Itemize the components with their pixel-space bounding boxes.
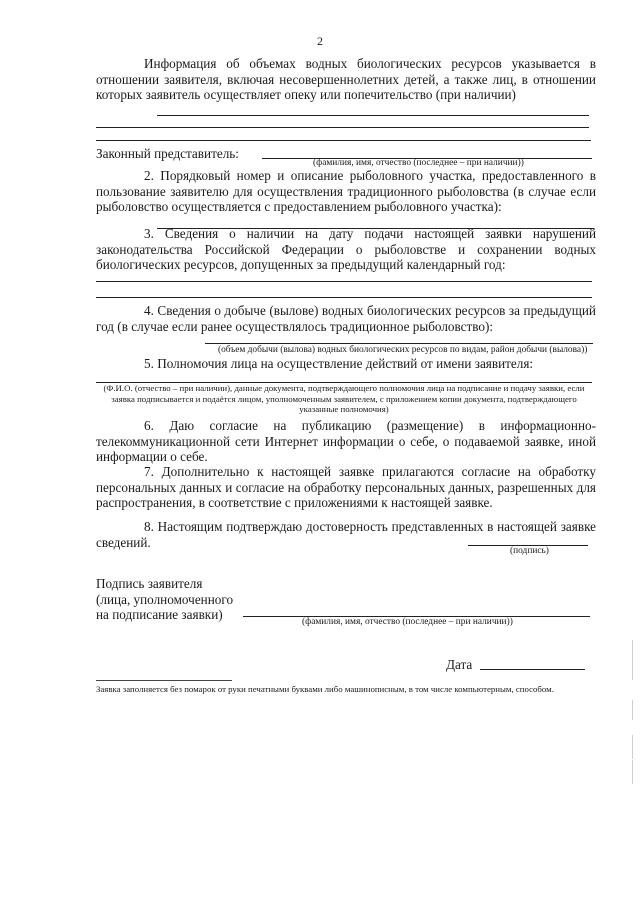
intro-fill-line-2[interactable] [96, 127, 589, 128]
footnote: Заявка заполняется без помарок от руки печатными буквами либо машинописным, в том числе компьютерным, способом. [96, 684, 554, 694]
scan-artifact [632, 640, 633, 680]
applicant-signature-label-line-3: на подписание заявки) [96, 607, 223, 622]
item-6-paragraph: 6. Даю согласие на публикацию (размещение) в информационно-телекоммуникационной сети Интернет информации о себе, о подаваемой заявке, иной информации о себе. [96, 418, 596, 464]
footnote-separator [96, 680, 232, 681]
item-5-paragraph: 5. Полномочия лица на осуществление действий от имени заявителя: [144, 356, 534, 371]
applicant-signature-label-line-1: Подпись заявителя [96, 576, 203, 591]
applicant-signature-caption: (фамилия, имя, отчество (последнее – при наличии)) [302, 617, 513, 627]
page-number: 2 [317, 34, 323, 48]
item-3-paragraph: 3. Сведения о наличии на дату подачи настоящей заявки нарушений законодательства Российской Федерации о рыболовстве и сохранении водных биологических ресурсов, допущенных за предыдущий календарный год: [96, 226, 596, 272]
intro-fill-line-1[interactable] [157, 115, 589, 116]
item-3-fill-line-2[interactable] [96, 297, 592, 298]
item-5-caption: (Ф.И.О. (отчество – при наличии), данные документа, подтверждающего полномочия лица на подписание и подачу заявки, если заявка подписывается и подаётся лицом, уполномоченным заявителем, с приложением копии документа, подтверждающего указанные полномочия) [103, 383, 585, 414]
applicant-signature-label-line-2: (лица, уполномоченного [96, 591, 234, 607]
scan-artifact [632, 700, 633, 720]
intro-fill-line-3[interactable] [96, 140, 591, 141]
item-2-paragraph: 2. Порядковый номер и описание рыболовного участка, предоставленного в пользование заявителю для осуществления традиционного рыболовства (в случае если рыболовство осуществляется с предоставлением рыболовного участка): [96, 168, 596, 214]
item-8-paragraph: 8. Настоящим подтверждаю достоверность представленных в настоящей заявке сведений. [96, 519, 596, 550]
scan-artifact [632, 760, 633, 784]
intro-paragraph: Информация об объемах водных биологических ресурсов указывается в отношении заявителя, включая несовершеннолетних детей, а также лиц, в отношении которых заявитель осуществляет опеку или попечительство (при наличии) [96, 56, 596, 102]
scan-artifact [632, 735, 633, 759]
item-4-paragraph: 4. Сведения о добыче (вылове) водных биологических ресурсов за предыдущий год (в случае если ранее осуществлялось традиционное рыболовство): [96, 303, 596, 334]
item-7-paragraph: 7. Дополнительно к настоящей заявке прилагаются согласие на обработку персональных данных и согласие на обработку персональных данных, разрешенных для распространения, в соответствие с приложениями к настоящей заявке. [96, 464, 596, 510]
item-4-fill-line[interactable] [205, 343, 593, 344]
legal-rep-label: Законный представитель: [96, 146, 239, 161]
date-fill-line[interactable] [480, 669, 585, 670]
item-3-fill-line-1[interactable] [96, 281, 592, 282]
legal-rep-caption: (фамилия, имя, отчество (последнее – при наличии)) [313, 158, 524, 168]
item-8-signature-caption: (подпись) [510, 546, 549, 556]
date-label: Дата [446, 657, 473, 672]
item-4-caption: (объем добычи (вылова) водных биологических ресурсов по видам, район добычи (вылова)) [218, 345, 588, 355]
